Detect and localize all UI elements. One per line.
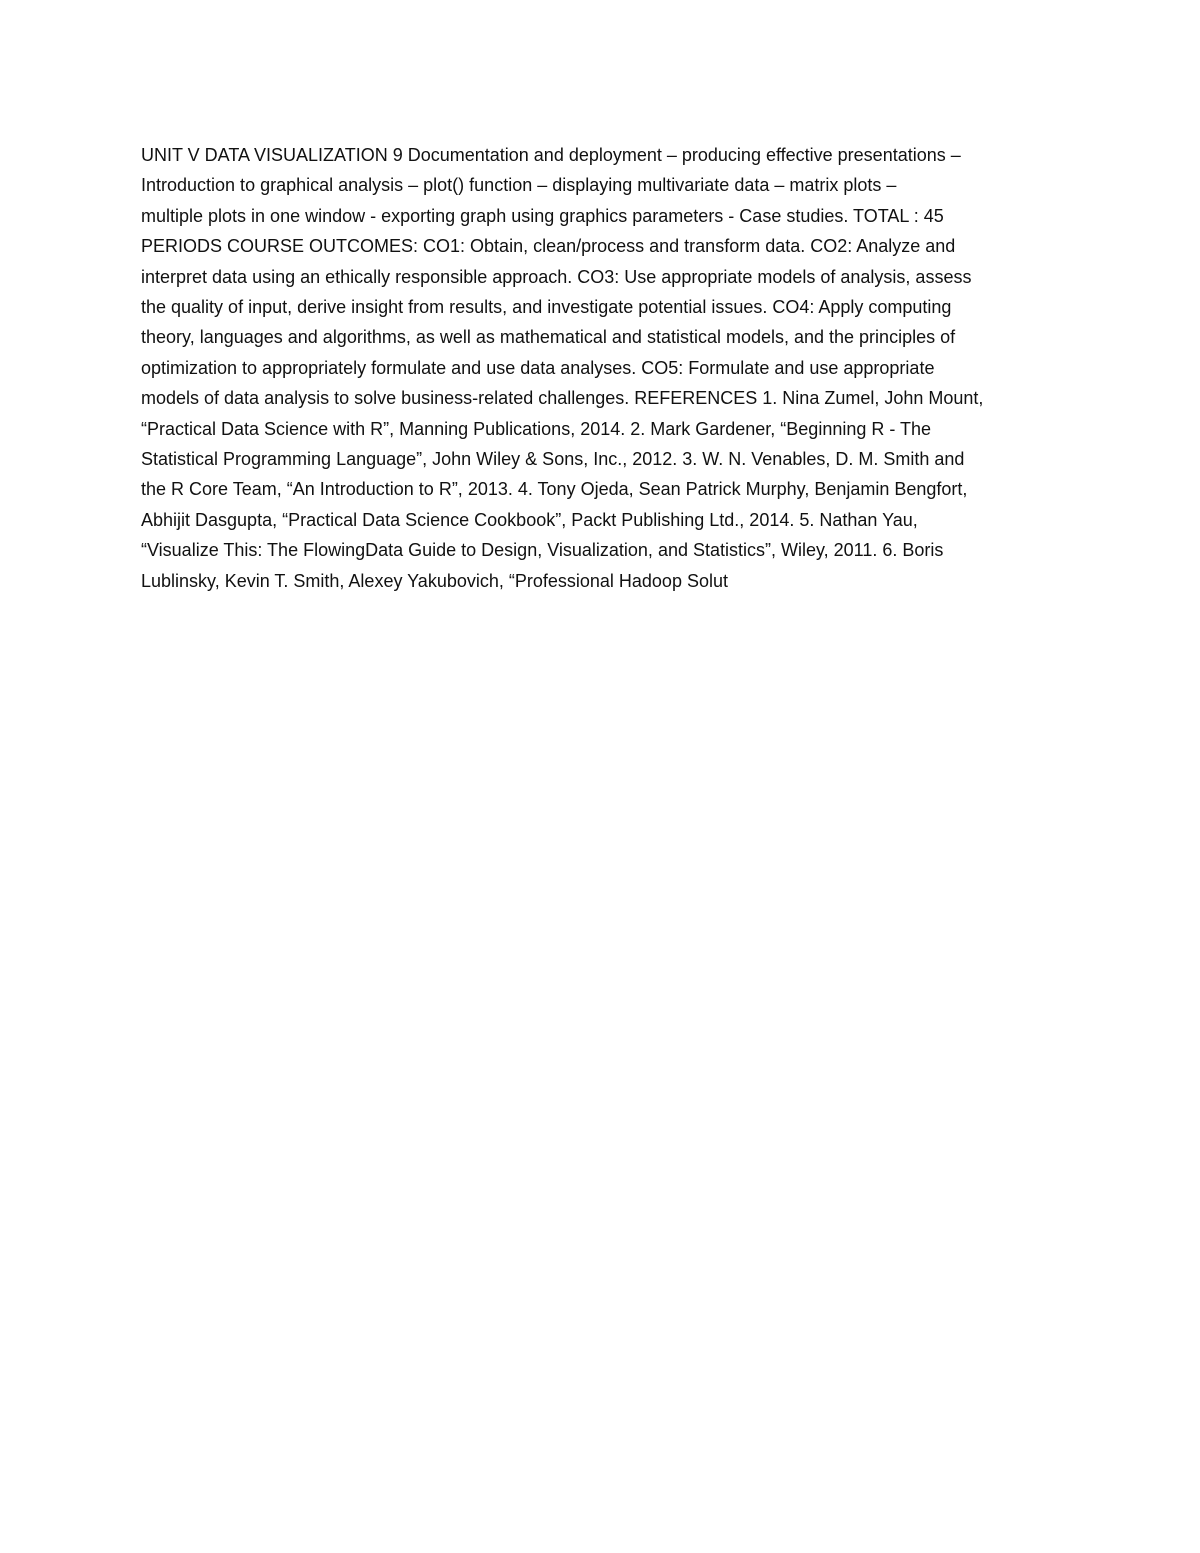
text-line: Lublinsky, Kevin T. Smith, Alexey Yakubovich, “Professional Hadoop Solut xyxy=(141,570,728,591)
text-line: PERIODS COURSE OUTCOMES: CO1: Obtain, clean/process and transform data. CO2: Analyze and xyxy=(141,236,956,257)
text-line: “Visualize This: The FlowingData Guide to Design, Visualization, and Statistics”, Wiley, 2011. 6. Boris xyxy=(141,540,944,561)
text-line: interpret data using an ethically responsible approach. CO3: Use appropriate models of analysis, assess xyxy=(141,266,972,287)
text-line: the quality of input, derive insight from results, and investigate potential issues. CO4: Apply computing xyxy=(141,297,952,318)
text-line: Abhijit Dasgupta, “Practical Data Science Cookbook”, Packt Publishing Ltd., 2014. 5. Nathan Yau, xyxy=(141,509,918,530)
text-line: the R Core Team, “An Introduction to R”, 2013. 4. Tony Ojeda, Sean Patrick Murphy, Benjamin Bengfort, xyxy=(141,479,968,500)
document-body-text xyxy=(141,140,1071,596)
text-line: “Practical Data Science with R”, Manning Publications, 2014. 2. Mark Gardener, “Beginning R - The xyxy=(141,418,932,439)
text-line: Introduction to graphical analysis – plot() function – displaying multivariate data – matrix plots – xyxy=(141,175,897,196)
text-line: multiple plots in one window - exporting graph using graphics parameters - Case studies. TOTAL : 45 xyxy=(141,205,944,226)
text-line: optimization to appropriately formulate and use data analyses. CO5: Formulate and use appropriate xyxy=(141,357,935,378)
text-line: theory, languages and algorithms, as well as mathematical and statistical models, and the principles of xyxy=(141,327,956,348)
text-line: Statistical Programming Language”, John Wiley & Sons, Inc., 2012. 3. W. N. Venables, D. M. Smith and xyxy=(141,449,965,470)
text-line: UNIT V DATA VISUALIZATION 9 Documentation and deployment – producing effective presentations – xyxy=(141,145,961,165)
text-line: models of data analysis to solve business-related challenges. REFERENCES 1. Nina Zumel, John Mount, xyxy=(141,388,984,409)
